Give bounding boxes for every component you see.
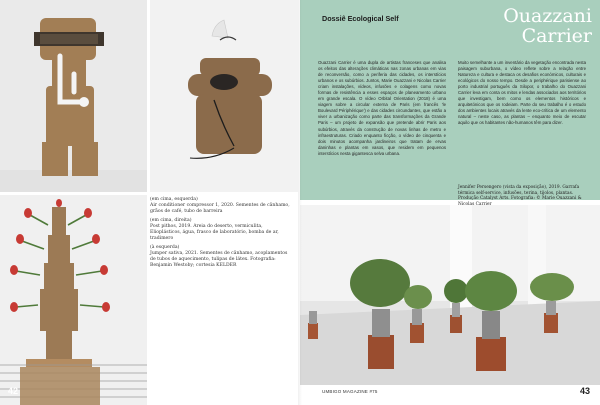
- body-text-column-1: Ouazzani Carrier é uma dupla de artistas franceses que analisa os efeitos das alterações climáticas nas zonas urbanas em vias de reconversão, como a periferia das cidades, os interstícios urbanos e os subúrbios. Juntos, Marie Ouazzani e Nicolas Carrier criam instalações, vídeos, infusões e colagens como novas formas de resistência a esses espaços de planeamento urbano em grande escala. O vídeo Orbital Orientation (2018) é uma viagem sobre a circular externa de Paris (em francês 'le Boulevard Périphérique') e das cidades circundantes, que estão a viver a urbanização como parte das transformações da Grande Paris – um projeto de expansão que pretende abrir Paris aos subúrbios, através da construção de novas linhas de metro e infraestruturas. Criado enquanto ficção, o vídeo de cinquenta e dois minutos acompanha jardineiros que tratam de ervas daninhas e plantas em vasos, que residem em pequenos interstícios nesta gigantesca selva urbana.: [318, 60, 446, 156]
- caption-3: [150, 245, 290, 269]
- page-gutter: [298, 0, 302, 405]
- magazine-footer: UMBIGO MAGAZINE #75: [322, 389, 378, 394]
- left-page-captions: [150, 197, 290, 272]
- caption-3-heading: (à esquerda): [150, 245, 180, 250]
- photo-gallery-installation: [300, 205, 600, 385]
- caption-1-heading: (em cima, esquerda): [150, 197, 198, 202]
- article-title: Ouazzani Carrier: [503, 5, 592, 47]
- page-number-right: 43: [579, 386, 590, 396]
- caption-2-text: Post pithos, 2019. Areia do deserto, vermiculita, Elioplásticos, água, frasco de laboratório, bomba de ar, tradimero: [150, 224, 279, 241]
- caption-1: [150, 197, 290, 215]
- photo-jumper-sativa-tulip-totem: [0, 195, 147, 405]
- caption-2-heading: (em cima, direita): [150, 218, 192, 223]
- body-text-column-2: Muito semelhante a um inventário da vegetação encontrada nesta paisagem suburbana, o vídeo reflete sobre a relação entre Natureza e cultura e destaca os desafios económicos, culturais e ecológicos do nosso tempo. Desde a periphérique parisiense ao porto industrial português da Silopor, o trabalho do Ouazzani Carrier leva em conta os mitos e lendas associados aos territórios que investigam, bem como os elementos históricos e arquitetónicos que os rodeiam. Parte do seu trabalho é o estudo dos ambientes locais através da lente eco-crítica de um elemento natural – neste caso, as plantas – enquanto meio de escutar aquilo que os habitantes não-humanos têm para dizer.: [458, 60, 586, 126]
- photo-cork-sculpture-compressor: [0, 0, 147, 192]
- right-page-caption: Jennifer Persengero (vista da exposição), 2019. Garrafa térmica self-service, infusões, terina, tijolos, plantas. Produção Catalyst Arts. Fotografia: © Marie Ouazzani &: [458, 185, 582, 202]
- section-title: Dossiê Ecological Self: [322, 14, 399, 23]
- photo-post-pithos-wall-piece: [150, 0, 298, 192]
- caption-1-text: Air conditioner compressor 1, 2020. Sementes de cânhamo, grãos de café, tubo de barreira: [150, 203, 290, 214]
- caption-2: [150, 218, 290, 242]
- caption-3-text: Jumper sativa, 2021. Sementes de cânhamo, acoplamentos de tubos de aquecimento, tulipas de látex. Fotografia: Benjamin Westoby; cortesia KELDER: [150, 251, 288, 268]
- page-number-left: 42: [8, 386, 19, 396]
